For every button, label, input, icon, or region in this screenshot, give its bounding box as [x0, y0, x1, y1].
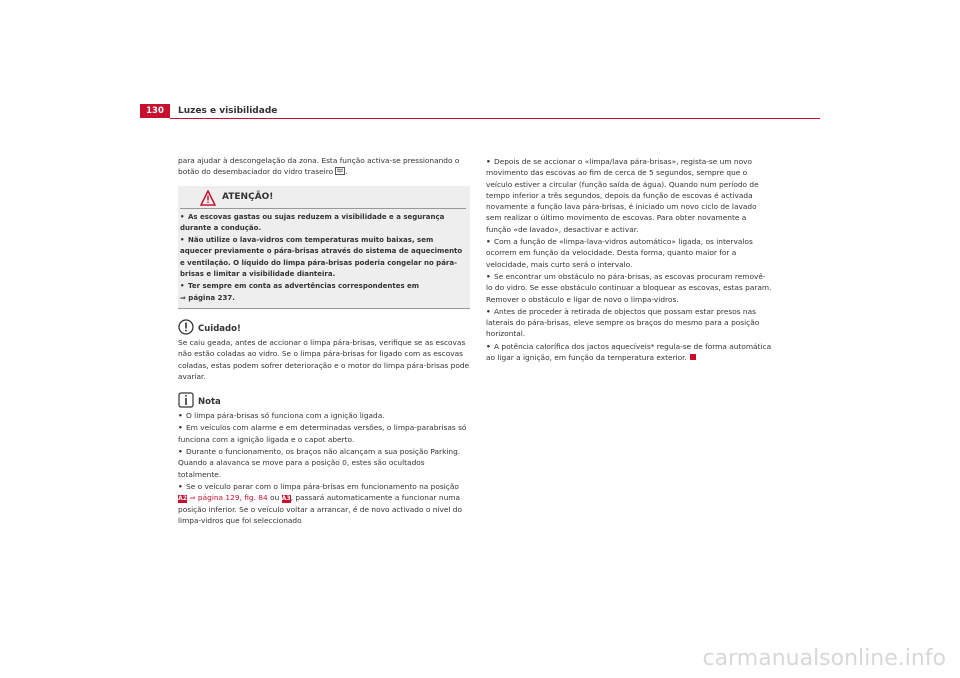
warning-item — [180, 212, 466, 235]
caution-text: Se caiu geada, antes de accionar o limpa pára-brisas, verifique se as escovas não estão coladas ao vidro. Se o limpa pára-brisas for ligado com as escovas coladas, estas podem sofrer deterioração e o motor do limpa pára-brisas pode avariar. — [178, 337, 470, 381]
warning-title-text: ATENÇÃO! — [222, 191, 274, 202]
warning-title — [180, 188, 466, 209]
bullet-icon: • — [486, 306, 491, 316]
caution-title: Cuidado! — [198, 323, 241, 334]
page-reference-link[interactable]: ⇒ página 237. — [180, 293, 235, 302]
list-item-text: Antes de proceder à retirada de objectos que possam estar presos nas laterais do pára-brisas, eleve sempre os braços do mesmo para a posição horizontal. — [486, 306, 760, 339]
list-item-text: Se encontrar um obstáculo no pára-brisas, as escovas procuram removê-lo do vidro. Se esse obstáculo continuar a bloquear as escovas, estas param. Remover o obstáculo e ligar de novo o limpa-vidros. — [486, 271, 772, 304]
bullet-icon: • — [180, 236, 185, 245]
note-icon — [178, 392, 194, 408]
warning-box — [178, 186, 470, 309]
page-reference-link[interactable]: ⇒ página 129, fig. 84 — [189, 493, 268, 503]
note-item-text: Durante o funcionamento, os braços não alcançam a sua posição Parking. Quando a alavanca se move para a posição 0, estes são ocultados totalmente. — [178, 447, 461, 479]
note-heading — [178, 392, 470, 408]
note-item-text: O limpa pára-brisas só funciona com a ignição ligada. — [186, 411, 385, 421]
note-title: Nota — [198, 397, 221, 408]
intro-line-2: botão do desembaciador do vidro traseiro — [178, 167, 334, 177]
intro-end: . — [345, 167, 348, 177]
note-item-text: , passará automaticamente a funcionar numa posição inferior. Se o veículo voltar a arrancar, é de novo activado o nível do limpa-vidros que foi seleccionado — [178, 493, 462, 525]
bullet-icon: • — [180, 212, 185, 221]
list-item — [486, 306, 772, 340]
bullet-icon: • — [486, 157, 491, 166]
section-end-marker — [690, 354, 696, 360]
note-item-text: Se o veículo parar com o limpa pára-brisas em funcionamento na posição — [186, 481, 459, 491]
warning-item-text: Não utilize o lava-vidros com temperaturas muito baixas, sem aquecer previamente o pára-brisas através do sistema de aquecimento e ventilação. O líquido do limpa pára-brisas poderia congelar no pára-brisas e limitar a visibilidade dianteira. — [180, 236, 463, 279]
list-item — [486, 341, 772, 364]
list-item — [486, 271, 772, 305]
warning-item-text: Ter sempre em conta as advertências correspondentes em — [188, 282, 420, 291]
intro-paragraph — [178, 155, 470, 178]
bullet-icon: • — [486, 237, 491, 247]
list-item-text: A potência calorífica dos jactos aquecíveis* regula-se de forma automática ao ligar a ignição, em função da temperatura exterior. — [486, 341, 772, 363]
note-connector: ou — [270, 493, 280, 503]
bullet-icon: • — [178, 447, 183, 457]
note-item — [178, 446, 470, 480]
warning-item — [180, 281, 466, 304]
caution-heading — [178, 319, 470, 335]
page-header — [140, 104, 820, 120]
caution-icon — [178, 319, 194, 335]
rear-defroster-icon — [335, 167, 348, 177]
page-number: 130 — [140, 104, 170, 118]
bullet-icon: • — [486, 271, 491, 281]
list-item — [486, 156, 772, 235]
intro-line-1: para ajudar à descongelação da zona. Esta função activa-se pressionando o — [178, 156, 460, 165]
watermark: carmanualsonline.info — [702, 646, 946, 671]
bullet-icon: • — [178, 411, 183, 421]
left-column — [178, 155, 470, 526]
warning-item-text: As escovas gastas ou sujas reduzem a visibilidade e a segurança durante a condução. — [180, 212, 445, 232]
list-item-text: Depois de se accionar o «limpa/lava pára-brisas», regista-se um novo movimento das escovas ao fim de cerca de 5 segundos, sempre que o veículo estiver a circular (função saída de água). Quando num período de tempo inferior a três segundos, depois da função de escovas é activada novamente a função lava pára-brisas, é iniciado um novo ciclo de lavado sem realizar o último movimento de escovas. Para obter novamente a função «de lavado», desactivar e activar. — [486, 157, 759, 234]
warning-triangle-icon — [200, 190, 216, 206]
bullet-icon: • — [180, 282, 185, 291]
header-rule — [170, 118, 820, 119]
figure-callout-a2: A2 — [178, 495, 187, 503]
bullet-icon: • — [178, 481, 183, 491]
warning-item — [180, 235, 466, 280]
bullet-icon: • — [486, 341, 491, 351]
list-item — [486, 236, 772, 270]
right-column — [486, 155, 772, 363]
bullet-icon: • — [178, 423, 183, 433]
note-item — [178, 422, 470, 445]
note-item — [178, 410, 470, 421]
note-item — [178, 481, 470, 526]
section-title: Luzes e visibilidade — [178, 106, 278, 116]
note-item-text: Em veículos com alarme e em determinadas versões, o limpa-parabrisas só funciona com a ignição ligada e o capot aberto. — [178, 423, 467, 444]
figure-callout-a3: A3 — [281, 495, 291, 503]
list-item-text: Com a função de «limpa-lava-vidros automático» ligada, os intervalos ocorrem em função da velocidade. Desta forma, quanto maior for a velocidade, mais curto será o intervalo. — [486, 237, 753, 269]
